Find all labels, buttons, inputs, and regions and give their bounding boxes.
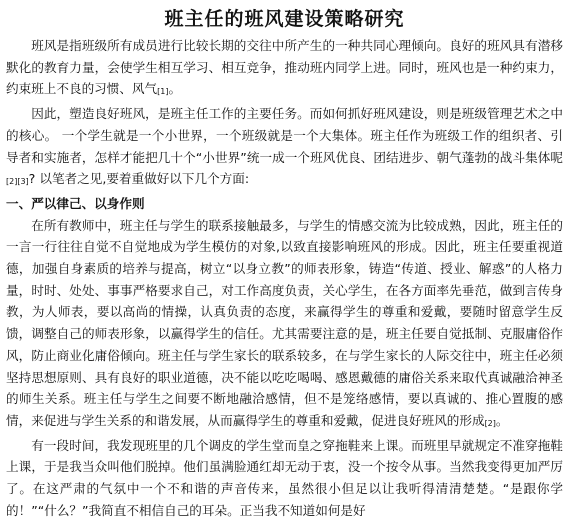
paragraph-4: 有一段时间，我发现班里的几个调皮的学生堂而皇之穿拖鞋来上课。而班里早就规定不准穿拖鞋上课，于是我当众叫他们脱掉。他们虽满脸通红却无动于衷，没一个按令从事。当然我变得更加严厉了。在这严肃的气氛中一个不和谐的声音传来，虽然很小但足以让我听得清清楚楚。“是跟你学的！”“什么？”我简直不相信自己的耳朵。正当我不知道如何是好 xyxy=(6,437,563,518)
document-title: 班主任的班风建设策略研究 xyxy=(164,8,405,30)
citation-2-3: [2][3] xyxy=(6,177,29,187)
section-heading-1: 一、严以律己、以身作则 xyxy=(6,195,145,211)
paragraph-2-text: 因此，塑造良好班风，是班主任工作的主要任务。而如何抓好班风建设，则是班级管理艺术之中的核心。 一个学生就是一个小世界，一个班级就是一个大集体。班主任作为班级工作的组织者、引导者和实施者，怎样才能把几十个“小世界”统一成一个班风优良、团结进步、朝气蓬勃的战斗集体呢 xyxy=(6,106,563,165)
paragraph-1-text: 班风是指班级所有成员进行比较长期的交往中所产生的一种共同心理倾向。良好的班风具有潜移默化的教育力量，会使学生相互学习、相互竞争，推动班内同学上进。同时，班风也是一种约束力，约束班上不良的习惯、风气 xyxy=(6,38,563,97)
paragraph-3-text: 在所有教师中，班主任与学生的联系接触最多，与学生的情感交流为比较成熟，因此，班主任的一言一行往往自觉不自觉地成为学生模仿的对象,以致直接影响班风的形成。因此，班主任要重视道德，加强自身素质的培养与提高，树立“以身立教”的师表形象，铸造“传道、授业、解惑”的人格力量，时时、处处、事事严格要求自己，对工作高度负责，关心学生，在各方面率先垂范，做到言传身教，为人师表，要以高尚的情操，认真负责的态度，来赢得学生的尊重和爱戴，要随时留意学生反馈，调整自己的师表形象，以赢得学生的信任。尤其需要注意的是，班主任要自觉抵制、克服庸俗作风，防止商业化庸俗倾向。班主任与学生家长的联系较多，在与学生家长的人际交往中，班主任必须坚持思想原则、具有良好的职业道德，决不能以吃吃喝喝、感恩戴德的庸俗关系来取代真诚融洽神圣的师生关系。班主任与学生之间要不断地融洽感情，但不是笼络感情，要以真诚的、推心置腹的感情，来促进与学生关系的和谐发展，从而赢得学生的尊重和爱戴，促进良好班风的形成 xyxy=(6,217,563,428)
paragraph-3 xyxy=(6,215,563,435)
citation-2: [2] xyxy=(484,418,496,428)
paragraph-1 xyxy=(6,35,563,103)
paragraph-2-end: ? 以笔者之见,要着重做好以下几个方面: xyxy=(28,171,250,187)
paragraph-3-end: 。 xyxy=(495,412,509,428)
paragraph-2 xyxy=(6,103,563,193)
citation-1: [1] xyxy=(157,87,169,97)
paragraph-1-end: 。 xyxy=(168,81,182,97)
